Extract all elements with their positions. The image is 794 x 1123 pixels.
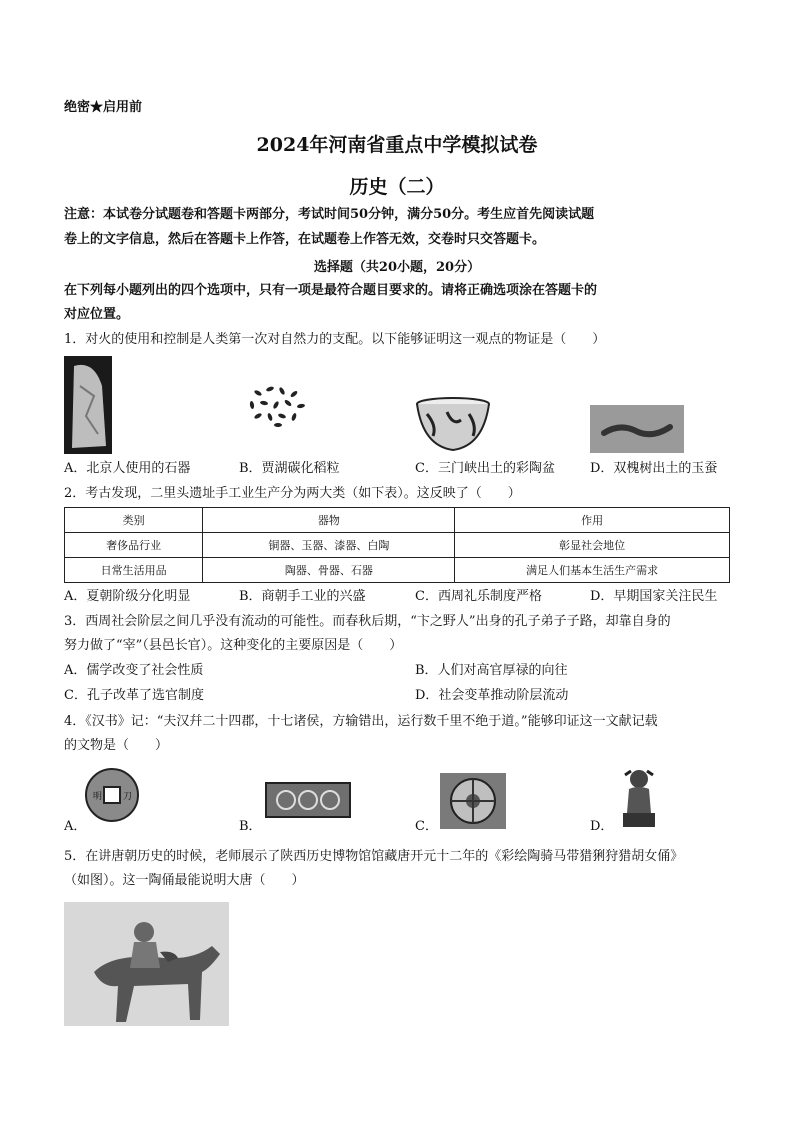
q2-option-b[interactable]: B．商朝手工业的兴盛 [239,589,366,604]
q3-option-c[interactable]: C．孔子改革了选官制度 [64,688,204,703]
q4-option-b[interactable]: B． [239,819,262,834]
section-title: 选择题（共20小题，20分） [313,260,481,275]
q2-stem: 2．考古发现，二里头遗址手工业生产分为两大类（如下表）。这反映了（ ） [64,486,521,501]
q2-table [64,507,730,583]
notice-line-1: 注意：本试卷分试题卷和答题卡两部分，考试时间50分钟，满分50分。考生应首先阅读试题 [64,207,595,222]
q1-option-d[interactable]: D．双槐树出土的玉蚕 [590,461,718,476]
q4-option-d[interactable]: D． [590,819,614,834]
notice-line-2: 卷上的文字信息，然后在答题卡上作答，在试题卷上作答无效，交卷时只交答题卡。 [64,232,546,247]
q4-stem-line-1: 4．《汉书》记：“夫汉幷二十四郡，十七诸侯，方输错出，运行数千里不绝于道。”能够印证这一文献记载 [64,714,658,729]
coin-icon [84,767,140,823]
table-header-cell: 作用 [455,508,730,533]
stone-tool-icon [64,356,112,454]
q5-stem-line-2: （如图）。这一陶俑最能说明大唐（ ） [64,873,305,888]
q1-image-rice-grains [238,381,318,429]
q4-image-bronze-figure [615,765,663,829]
table-cell: 陶器、骨器、石器 [203,558,455,583]
q3-stem-line-2: 努力做了“宰”（县邑长官）。这种变化的主要原因是（ ） [64,638,403,653]
q4-stem-line-2: 的文物是（ ） [64,738,169,753]
secret-mark: 绝密★启用前 [64,100,143,115]
q1-option-b[interactable]: B．贾湖碳化稻粒 [239,461,340,476]
q4-option-c[interactable]: C． [415,819,438,834]
table-cell: 铜器、玉器、漆器、白陶 [203,533,455,558]
q3-option-d[interactable]: D．社会变革推动阶层流动 [415,688,569,703]
tile-end-icon [440,773,506,829]
jade-silkworm-icon [590,405,684,453]
section-instruction-2: 对应位置。 [64,307,130,322]
table-cell: 满足人们基本生活生产需求 [455,558,730,583]
q1-option-a[interactable]: A．北京人使用的石器 [64,461,191,476]
q4-option-a[interactable]: A． [64,819,87,834]
table-row [65,558,730,583]
q5-stem-line-1: 5．在讲唐朝历史的时候，老师展示了陕西历史博物馆馆藏唐开元十二年的《彩绘陶骑马带猎猁狩猎胡女俑》 [64,849,684,864]
q1-image-painted-pottery-basin [413,396,493,454]
q4-image-coin [84,767,140,823]
pottery-rider-icon [64,902,229,1026]
table-header-cell: 类别 [65,508,203,533]
bronze-figure-icon [615,765,663,829]
table-cell: 奢侈品行业 [65,533,203,558]
q3-option-a[interactable]: A．儒学改变了社会性质 [64,663,204,678]
q1-image-stone-tool [64,356,112,454]
q1-option-c[interactable]: C．三门峡出土的彩陶盆 [415,461,555,476]
q3-option-b[interactable]: B．人们对高官厚禄的向往 [415,663,568,678]
q4-image-tile-end [440,773,506,829]
svg-text:明: 明 [93,792,103,802]
q2-option-d[interactable]: D．早期国家关注民生 [590,589,718,604]
q2-option-a[interactable]: A．夏朝阶级分化明显 [64,589,191,604]
q3-stem-line-1: 3．西周社会阶层之间几乎没有流动的可能性。而春秋后期，“卞之野人”出身的孔子弟子子路，却靠自身的 [64,614,671,629]
table-cell: 日常生活用品 [65,558,203,583]
exam-title: 2024年河南省重点中学模拟试卷 [256,134,538,156]
subject-title: 历史（二） [349,176,445,198]
q4-image-brick [264,777,352,821]
table-header-row [65,508,730,533]
table-row [65,533,730,558]
table-cell: 彰显社会地位 [455,533,730,558]
q2-option-c[interactable]: C．西周礼乐制度严格 [415,589,542,604]
table-header-cell: 器物 [203,508,455,533]
q1-image-jade-silkworm [590,405,684,453]
pottery-basin-icon [413,396,493,454]
svg-text:刀: 刀 [123,792,133,802]
q1-stem: 1．对火的使用和控制是人类第一次对自然力的支配。以下能够证明这一观点的物证是（ ） [64,332,606,347]
q5-image-pottery-rider [64,902,229,1026]
brick-icon [264,777,352,821]
section-instruction-1: 在下列每小题列出的四个选项中，只有一项是最符合题目要求的。请将正确选项涂在答题卡的 [64,283,598,298]
rice-grains-icon [238,381,318,429]
